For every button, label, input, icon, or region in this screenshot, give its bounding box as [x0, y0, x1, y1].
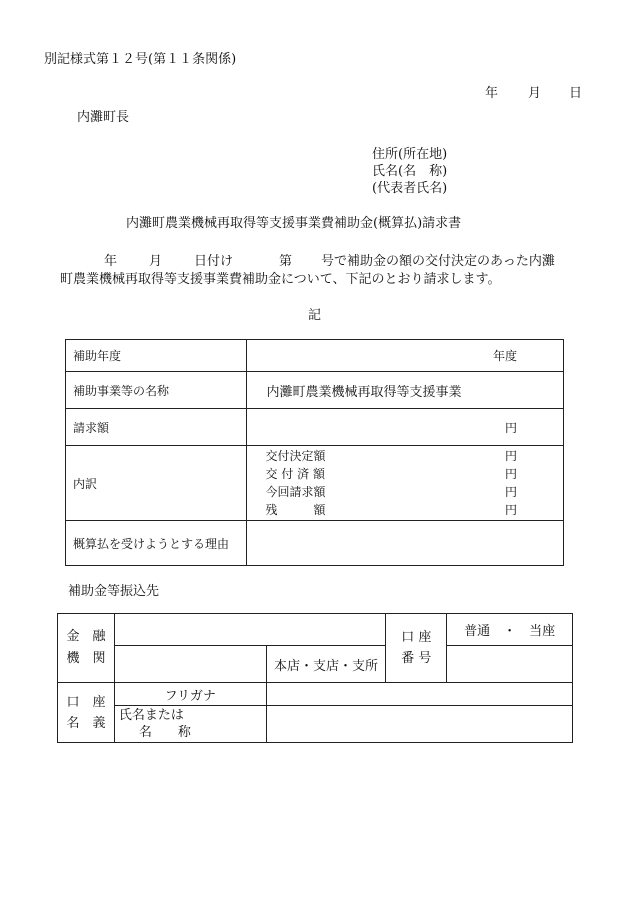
account-number[interactable]	[447, 646, 573, 683]
financial-institution-name[interactable]	[114, 614, 385, 646]
form-number: 別記様式第１２号(第１１条関係)	[44, 52, 237, 67]
branch-name[interactable]	[114, 646, 266, 683]
breakdown-item: 残 額 円	[265, 503, 517, 517]
breakdown-unit[interactable]: 円	[504, 449, 517, 463]
table-row	[66, 340, 564, 372]
table-row	[66, 521, 564, 566]
breakdown-unit[interactable]: 円	[504, 467, 517, 481]
holder-name-label: 氏名または 名 称	[114, 706, 266, 743]
ki-label: 記	[308, 308, 322, 323]
account-type[interactable]: 普通 ・ 当座	[447, 614, 573, 646]
furigana-label: フリガナ	[114, 683, 266, 706]
date-month: 月	[528, 86, 542, 101]
furigana-field[interactable]	[266, 683, 572, 706]
applicant-address: 住所(所在地)	[372, 147, 448, 162]
addressee: 内灘町長	[77, 110, 130, 125]
claim-amount-value[interactable]: 円	[246, 409, 563, 446]
breakdown-unit[interactable]: 円	[504, 485, 517, 499]
table-row	[66, 372, 564, 409]
reason-label: 概算払を受けようとする理由	[66, 521, 247, 566]
breakdown-label: 内訳	[66, 446, 247, 521]
fiscal-year-value[interactable]: 年度	[246, 340, 563, 372]
account-number-label: 口 座 番 号	[386, 614, 447, 683]
bank-table	[57, 613, 573, 743]
date-year: 年	[485, 86, 499, 101]
applicant-name: 氏名(名 称)	[372, 164, 448, 179]
body-no-prefix: 第	[279, 254, 293, 269]
body-line2: 町農業機械再取得等支援事業費補助金について、下記のとおり請求します。	[60, 272, 501, 287]
body-year: 年	[104, 254, 118, 269]
table-row	[66, 409, 564, 446]
breakdown-unit[interactable]: 円	[504, 503, 517, 517]
breakdown-item: 今回請求額 円	[265, 485, 517, 499]
holder-name-field[interactable]	[266, 706, 572, 743]
breakdown-cell	[246, 446, 563, 521]
applicant-representative: (代表者氏名)	[372, 181, 448, 196]
fiscal-year-label: 補助年度	[66, 340, 247, 372]
body-line1-suffix: 号で補助金の額の交付決定のあった内灘	[321, 254, 555, 269]
claim-table	[65, 339, 564, 566]
project-name-label: 補助事業等の名称	[66, 372, 247, 409]
breakdown-item: 交付決定額 円	[265, 449, 517, 463]
financial-institution-label: 金 融 機 関	[58, 614, 115, 683]
breakdown-item: 交 付 済 額 円	[265, 467, 517, 481]
claim-amount-label: 請求額	[66, 409, 247, 446]
reason-value[interactable]	[246, 521, 563, 566]
project-name-value: 内灘町農業機械再取得等支援事業	[246, 372, 563, 409]
document-title: 内灘町農業機械再取得等支援事業費補助金(概算払)請求書	[126, 216, 462, 231]
body-day: 日付け	[194, 254, 234, 269]
table-row	[66, 446, 564, 521]
bank-section-heading: 補助金等振込先	[68, 584, 160, 599]
branch-type[interactable]: 本店・支店・支所	[266, 646, 386, 683]
account-holder-label: 口 座 名 義	[58, 683, 115, 743]
date-day: 日	[569, 86, 583, 101]
body-month: 月	[149, 254, 163, 269]
